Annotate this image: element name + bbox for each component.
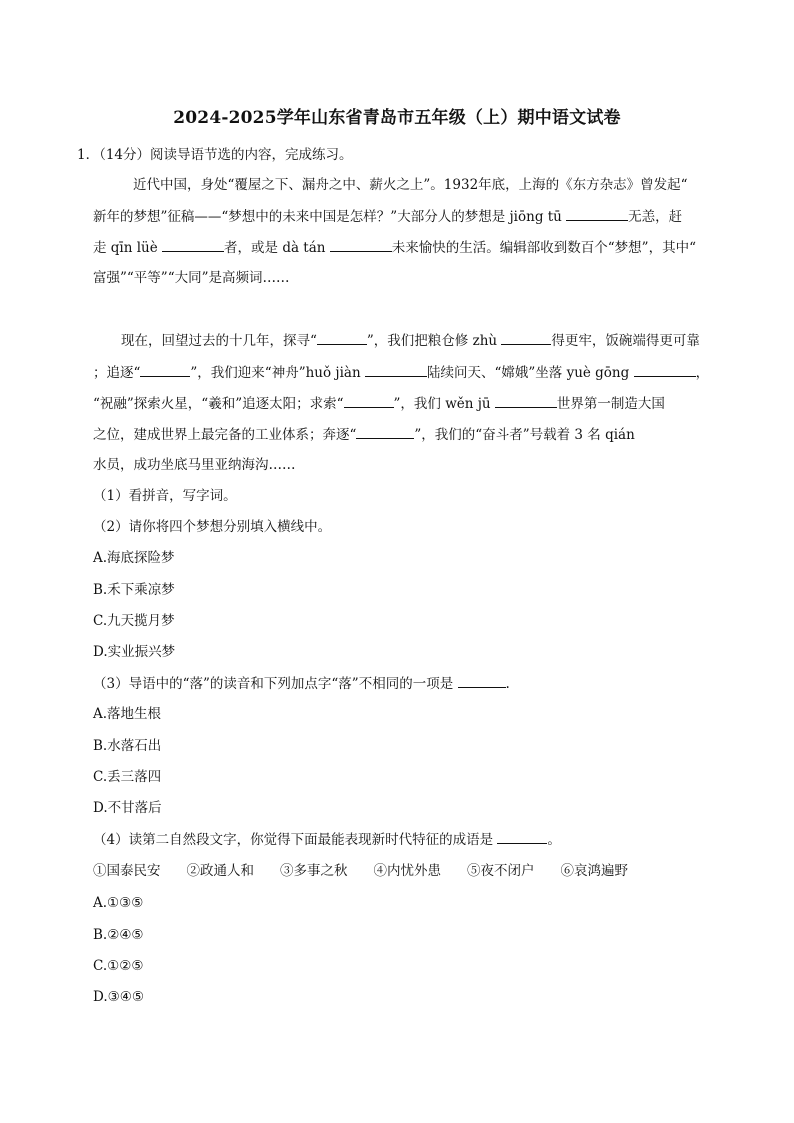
para1-line2 [93, 206, 682, 227]
idiom-6: ⑥哀鸿遍野 [560, 863, 628, 879]
para2-line3-text-c: 世界第一制造大国 [556, 396, 665, 412]
question-1-header: 1．（14分）阅读导语节选的内容，完成练习。 [77, 147, 353, 163]
sub-question-2: （2）请你将四个梦想分别填入横线中。 [93, 519, 332, 535]
idiom-5: ⑤夜不闭户 [467, 863, 535, 879]
para1-line3-text-a: 走 qīn lüè [93, 240, 163, 256]
answer-blank[interactable] [634, 362, 696, 377]
para2-line2 [93, 362, 709, 383]
sub4-option-c[interactable]: C.①②⑤ [93, 958, 144, 974]
sub4-option-a[interactable]: A.①③⑤ [93, 895, 144, 911]
para2-line1 [121, 330, 700, 351]
answer-blank[interactable] [497, 829, 547, 844]
para1-line3-text-c: 未来愉快的生活。编辑部收到数百个“梦想”，其中“ [391, 240, 696, 256]
sub2-option-a[interactable]: A.海底探险梦 [93, 550, 175, 566]
idiom-list [93, 861, 654, 881]
idiom-2: ②政通人和 [186, 863, 254, 879]
exam-title: 2024-2025学年山东省青岛市五年级（上）期中语文试卷 [173, 108, 621, 128]
sub3-option-a[interactable]: A.落地生根 [93, 706, 162, 722]
sub4-option-d[interactable]: D.③④⑤ [93, 989, 144, 1005]
para2-line4 [93, 424, 635, 445]
para1-line1: 近代中国，身处“覆屋之下、漏舟之中、薪火之上”。1932年底，上海的《东方杂志》曾发起“ [133, 177, 688, 193]
sub3-text: （3）导语中的“落”的读音和下列加点字“落”不相同的一项是 [93, 676, 458, 692]
para2-line3-text-b: ”，我们 wěn jū [393, 396, 495, 412]
answer-blank[interactable] [317, 330, 367, 345]
answer-blank[interactable] [162, 237, 224, 252]
para2-line5: 水员，成功坐底马里亚纳海沟…… [93, 457, 296, 473]
para2-line3-text-a: “祝融”探索火星，“羲和”追逐太阳；求索“ [93, 396, 344, 412]
para2-line2-text-b: ”，我们迎来“神舟”huǒ jiàn [190, 365, 365, 381]
sub4-end: 。 [547, 832, 561, 848]
sub2-option-d[interactable]: D.实业振兴梦 [93, 644, 176, 660]
sub2-option-c[interactable]: C.九天揽月梦 [93, 613, 175, 629]
para2-line1-text-c: 得更牢，饭碗端得更可靠 [551, 333, 700, 349]
sub3-option-d[interactable]: D.不甘落后 [93, 800, 162, 816]
sub3-end: . [505, 676, 510, 692]
para2-line2-text-a: ；追逐“ [93, 365, 141, 381]
para2-line1-text-b: ”，我们把粮仓修 zhù [366, 333, 502, 349]
para1-line2-text-b: 无恙，赶 [628, 209, 683, 225]
answer-blank[interactable] [495, 393, 557, 408]
para1-line2-text-a: 新年的梦想”征稿——“梦想中的未来中国是怎样？”大部分人的梦想是 jiōng tū [93, 209, 567, 225]
answer-blank[interactable] [140, 362, 190, 377]
sub2-option-b[interactable]: B.禾下乘凉梦 [93, 582, 175, 598]
sub3-option-b[interactable]: B.水落石出 [93, 738, 162, 754]
answer-blank[interactable] [330, 237, 392, 252]
answer-blank[interactable] [458, 673, 506, 688]
para1-line3-text-b: 者，或是 dà tán [224, 240, 330, 256]
idiom-1: ①国泰民安 [93, 863, 161, 879]
answer-blank[interactable] [344, 393, 394, 408]
answer-blank[interactable] [501, 330, 551, 345]
answer-blank[interactable] [356, 424, 414, 439]
para2-line4-text-a: 之位，建成世界上最完备的工业体系；奔逐“ [93, 427, 357, 443]
para2-line2-text-d: ， [695, 365, 710, 381]
sub4-text: （4）读第二自然段文字，你觉得下面最能表现新时代特征的成语是 [93, 832, 498, 848]
para1-line4: 富强”“平等”“大同”是高频词…… [93, 270, 290, 286]
para2-line2-text-c: 陆续问天、“嫦娥”坐落 yuè gōng [426, 365, 634, 381]
idiom-3: ③多事之秋 [280, 863, 348, 879]
para2-line1-text-a: 现在，回望过去的十几年，探寻“ [121, 333, 317, 349]
para2-line3 [93, 393, 665, 414]
sub-question-1: （1）看拼音，写字词。 [93, 488, 237, 504]
answer-blank[interactable] [566, 206, 628, 221]
sub-question-3 [93, 673, 510, 694]
idiom-4: ④内忧外患 [373, 863, 441, 879]
para1-line3 [93, 237, 696, 258]
para2-line4-text-b: ”，我们的“奋斗者”号载着 3 名 qián [414, 427, 635, 443]
sub4-option-b[interactable]: B.②④⑤ [93, 927, 144, 943]
sub-question-4 [93, 829, 561, 850]
answer-blank[interactable] [365, 362, 427, 377]
sub3-option-c[interactable]: C.丢三落四 [93, 769, 162, 785]
